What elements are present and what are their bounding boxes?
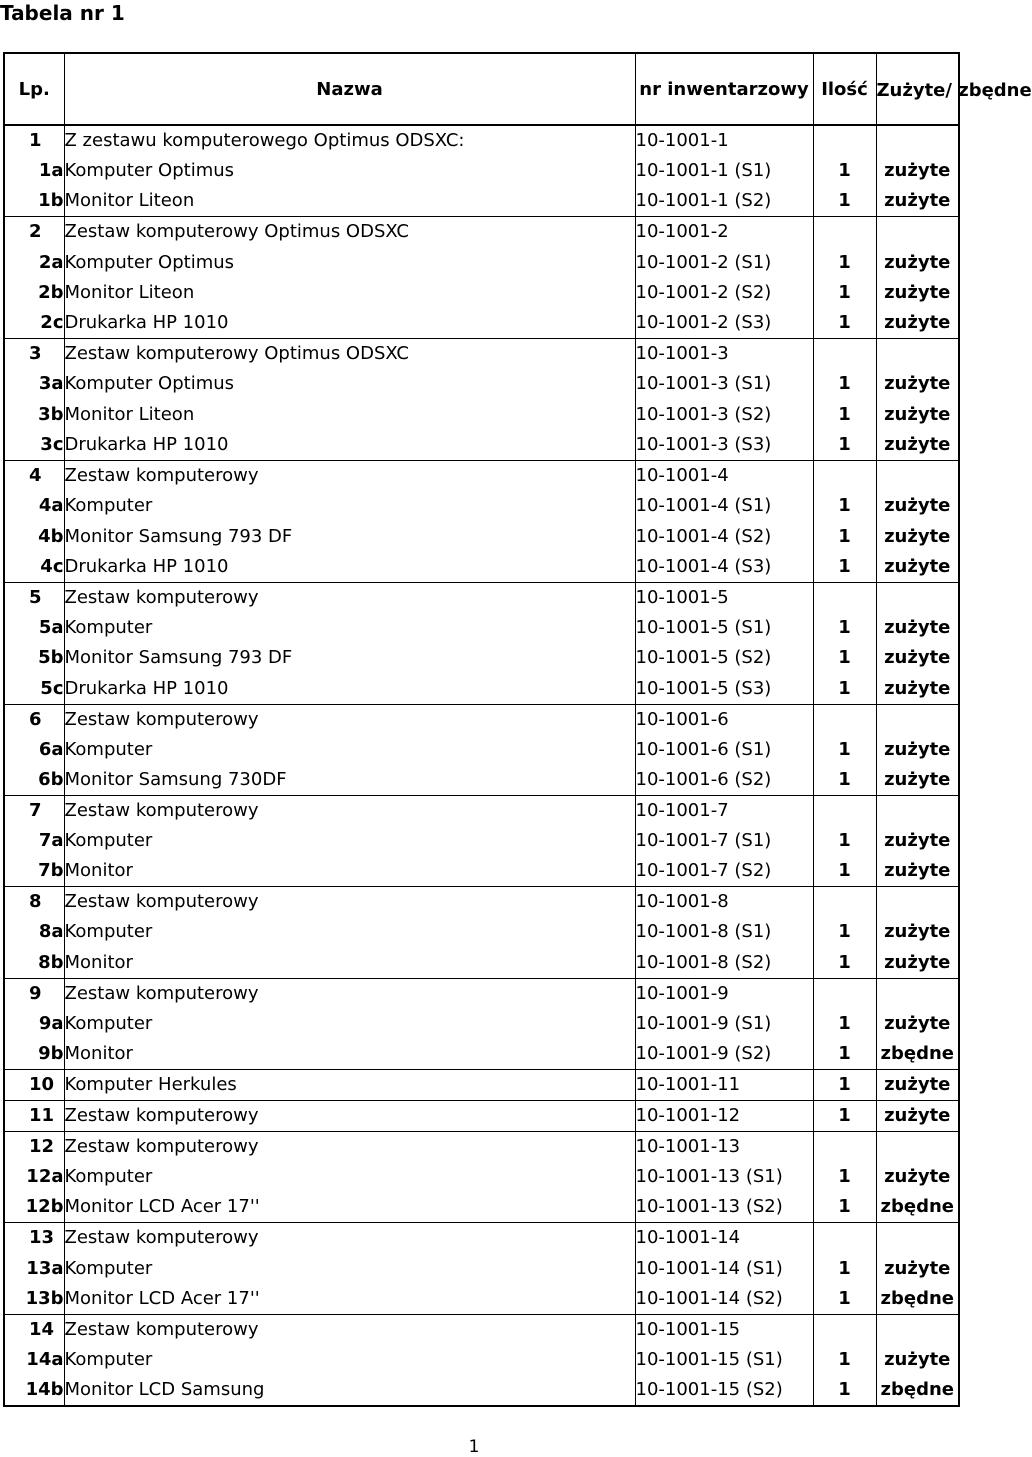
- row-name: Monitor: [64, 856, 635, 887]
- row-qty: 1: [813, 1009, 876, 1039]
- row-inventory-number: 10-1001-6: [635, 704, 813, 735]
- row-lp: 2: [4, 217, 64, 248]
- table-row: [4, 491, 959, 521]
- row-name: Drukarka HP 1010: [64, 430, 635, 461]
- row-status: zużyte: [876, 1162, 959, 1192]
- row-name: Drukarka HP 1010: [64, 674, 635, 705]
- row-status: zużyte: [876, 491, 959, 521]
- row-status: zużyte: [876, 1253, 959, 1283]
- table-row: [4, 369, 959, 399]
- row-status: [876, 978, 959, 1009]
- row-inventory-number: 10-1001-3 (S2): [635, 400, 813, 430]
- table-row: [4, 735, 959, 765]
- row-inventory-number: 10-1001-2 (S2): [635, 278, 813, 308]
- row-qty: [813, 978, 876, 1009]
- row-name: Zestaw komputerowy Optimus ODSXC: [64, 217, 635, 248]
- row-qty: 1: [813, 156, 876, 186]
- row-status: zużyte: [876, 186, 959, 217]
- table-row: [4, 1375, 959, 1406]
- row-lp: 12a: [26, 1166, 64, 1188]
- row-inventory-number: 10-1001-14: [635, 1223, 813, 1254]
- table-row: [4, 521, 959, 551]
- row-status: [876, 1132, 959, 1163]
- row-name: Zestaw komputerowy: [64, 887, 635, 918]
- table-row: [4, 552, 959, 583]
- row-qty: 1: [813, 278, 876, 308]
- row-inventory-number: 10-1001-7 (S1): [635, 826, 813, 856]
- table-row: [4, 613, 959, 643]
- row-status: zużyte: [876, 430, 959, 461]
- table-row: [4, 339, 959, 370]
- row-qty: 1: [813, 1039, 876, 1070]
- table-row: [4, 1345, 959, 1375]
- table-row: [4, 765, 959, 796]
- row-name: Monitor LCD Acer 17'': [64, 1192, 635, 1223]
- table-row: [4, 1039, 959, 1070]
- row-lp: 10: [4, 1070, 64, 1101]
- row-inventory-number: 10-1001-4 (S3): [635, 552, 813, 583]
- row-qty: 1: [813, 917, 876, 947]
- row-name: Komputer: [64, 826, 635, 856]
- row-qty: 1: [813, 826, 876, 856]
- table-row: [4, 704, 959, 735]
- row-status: zużyte: [876, 643, 959, 673]
- row-name: Komputer: [64, 1162, 635, 1192]
- table-row: [4, 308, 959, 339]
- row-status: zużyte: [876, 400, 959, 430]
- row-qty: 1: [813, 1101, 876, 1132]
- row-status: zbędne: [876, 1284, 959, 1315]
- row-status: zużyte: [876, 1070, 959, 1101]
- table-row: [4, 1284, 959, 1315]
- row-lp: 4: [4, 460, 64, 491]
- table-row: [4, 795, 959, 826]
- table-row: [4, 400, 959, 430]
- row-qty: 1: [813, 1284, 876, 1315]
- row-status: zużyte: [876, 856, 959, 887]
- row-name: Monitor LCD Samsung: [64, 1375, 635, 1406]
- row-lp: 7b: [38, 860, 64, 882]
- row-inventory-number: 10-1001-13: [635, 1132, 813, 1163]
- row-lp: 8: [4, 887, 64, 918]
- table-row: [4, 1101, 959, 1132]
- row-inventory-number: 10-1001-15: [635, 1314, 813, 1345]
- column-header-name: Nazwa: [64, 53, 635, 125]
- row-inventory-number: 10-1001-15 (S1): [635, 1345, 813, 1375]
- row-inventory-number: 10-1001-3 (S3): [635, 430, 813, 461]
- row-lp: 3c: [40, 433, 64, 455]
- row-name: Komputer: [64, 917, 635, 947]
- row-qty: 1: [813, 491, 876, 521]
- row-inventory-number: 10-1001-6 (S2): [635, 765, 813, 796]
- row-lp: 12b: [25, 1196, 64, 1218]
- row-lp: 8a: [38, 921, 64, 943]
- row-name: Z zestawu komputerowego Optimus ODSXC:: [64, 125, 635, 156]
- row-inventory-number: 10-1001-13 (S2): [635, 1192, 813, 1223]
- table-row: [4, 186, 959, 217]
- row-qty: 1: [813, 186, 876, 217]
- row-inventory-number: 10-1001-7 (S2): [635, 856, 813, 887]
- row-inventory-number: 10-1001-4: [635, 460, 813, 491]
- table-row: [4, 856, 959, 887]
- row-inventory-number: 10-1001-8 (S1): [635, 917, 813, 947]
- row-qty: [813, 887, 876, 918]
- row-qty: [813, 460, 876, 491]
- table-row: [4, 125, 959, 156]
- row-name: Komputer: [64, 735, 635, 765]
- row-status: zużyte: [876, 765, 959, 796]
- row-status: zużyte: [876, 1101, 959, 1132]
- page-number: 1: [468, 1437, 480, 1457]
- row-inventory-number: 10-1001-13 (S1): [635, 1162, 813, 1192]
- row-lp: 3a: [38, 373, 64, 395]
- table-row: [4, 582, 959, 613]
- row-inventory-number: 10-1001-8 (S2): [635, 948, 813, 979]
- column-header-inventory: nr inwentarzowy: [635, 53, 813, 125]
- row-qty: 1: [813, 1192, 876, 1223]
- row-name: Monitor Liteon: [64, 400, 635, 430]
- table-row: [4, 826, 959, 856]
- table-row: [4, 978, 959, 1009]
- row-name: Monitor LCD Acer 17'': [64, 1284, 635, 1315]
- row-status: zużyte: [876, 613, 959, 643]
- row-name: Drukarka HP 1010: [64, 308, 635, 339]
- row-qty: 1: [813, 674, 876, 705]
- row-name: Monitor Liteon: [64, 278, 635, 308]
- row-lp: 1: [4, 125, 64, 156]
- row-lp: 11: [4, 1101, 64, 1132]
- table-row: [4, 1162, 959, 1192]
- row-status: zużyte: [876, 735, 959, 765]
- row-name: Komputer: [64, 1009, 635, 1039]
- row-qty: 1: [813, 765, 876, 796]
- row-status: [876, 339, 959, 370]
- row-inventory-number: 10-1001-9 (S1): [635, 1009, 813, 1039]
- table-row: [4, 1314, 959, 1345]
- row-lp: 4a: [38, 495, 64, 517]
- column-header-lp: Lp.: [4, 53, 64, 125]
- row-lp: 8b: [38, 951, 64, 973]
- row-name: Monitor Samsung 793 DF: [64, 643, 635, 673]
- table-body: [4, 125, 959, 1406]
- table-row: [4, 278, 959, 308]
- table-row: [4, 917, 959, 947]
- row-qty: 1: [813, 1162, 876, 1192]
- row-inventory-number: 10-1001-3: [635, 339, 813, 370]
- table-row: [4, 1192, 959, 1223]
- row-name: Komputer Optimus: [64, 369, 635, 399]
- row-lp: 9b: [38, 1043, 64, 1065]
- table-row: [4, 1009, 959, 1039]
- row-name: Zestaw komputerowy Optimus ODSXC: [64, 339, 635, 370]
- row-lp: 3: [4, 339, 64, 370]
- table-row: [4, 247, 959, 277]
- row-inventory-number: 10-1001-2 (S1): [635, 247, 813, 277]
- row-inventory-number: 10-1001-3 (S1): [635, 369, 813, 399]
- row-inventory-number: 10-1001-9 (S2): [635, 1039, 813, 1070]
- row-qty: [813, 582, 876, 613]
- row-inventory-number: 10-1001-2 (S3): [635, 308, 813, 339]
- row-name: Komputer: [64, 1253, 635, 1283]
- row-name: Drukarka HP 1010: [64, 552, 635, 583]
- row-status: zużyte: [876, 1009, 959, 1039]
- row-lp: 2b: [38, 281, 64, 303]
- row-qty: 1: [813, 247, 876, 277]
- row-inventory-number: 10-1001-6 (S1): [635, 735, 813, 765]
- row-lp: 7: [4, 795, 64, 826]
- row-name: Monitor: [64, 1039, 635, 1070]
- row-inventory-number: 10-1001-12: [635, 1101, 813, 1132]
- row-qty: 1: [813, 308, 876, 339]
- row-lp: 6: [4, 704, 64, 735]
- page-title: Tabela nr 1: [0, 1, 125, 25]
- row-status: [876, 582, 959, 613]
- row-inventory-number: 10-1001-4 (S1): [635, 491, 813, 521]
- row-name: Zestaw komputerowy: [64, 795, 635, 826]
- table-row: [4, 948, 959, 979]
- row-qty: 1: [813, 856, 876, 887]
- row-status: [876, 887, 959, 918]
- row-qty: 1: [813, 735, 876, 765]
- table-row: [4, 460, 959, 491]
- row-qty: 1: [813, 643, 876, 673]
- row-qty: 1: [813, 1375, 876, 1406]
- row-inventory-number: 10-1001-1: [635, 125, 813, 156]
- row-status: zbędne: [876, 1375, 959, 1406]
- row-status: zużyte: [876, 156, 959, 186]
- table-row: [4, 1070, 959, 1101]
- row-name: Zestaw komputerowy: [64, 1132, 635, 1163]
- row-status: zużyte: [876, 917, 959, 947]
- table-row: [4, 430, 959, 461]
- row-status: [876, 1314, 959, 1345]
- row-qty: [813, 1314, 876, 1345]
- row-inventory-number: 10-1001-5 (S2): [635, 643, 813, 673]
- row-lp: 5b: [38, 647, 64, 669]
- table-row: [4, 887, 959, 918]
- table-row: [4, 156, 959, 186]
- row-qty: 1: [813, 400, 876, 430]
- row-status: zużyte: [876, 247, 959, 277]
- row-qty: 1: [813, 430, 876, 461]
- row-status: zużyte: [876, 552, 959, 583]
- row-lp: 14a: [26, 1349, 64, 1371]
- row-lp: 2c: [40, 312, 64, 334]
- row-status: zużyte: [876, 278, 959, 308]
- row-inventory-number: 10-1001-15 (S2): [635, 1375, 813, 1406]
- row-qty: 1: [813, 1253, 876, 1283]
- row-status: zużyte: [876, 369, 959, 399]
- row-lp: 12: [4, 1132, 64, 1163]
- row-name: Monitor Liteon: [64, 186, 635, 217]
- row-inventory-number: 10-1001-1 (S2): [635, 186, 813, 217]
- row-lp: 2a: [38, 251, 64, 273]
- row-status: zużyte: [876, 826, 959, 856]
- row-inventory-number: 10-1001-2: [635, 217, 813, 248]
- row-qty: [813, 704, 876, 735]
- row-qty: 1: [813, 552, 876, 583]
- row-status: [876, 460, 959, 491]
- row-status: [876, 704, 959, 735]
- row-qty: [813, 1132, 876, 1163]
- row-name: Komputer: [64, 491, 635, 521]
- row-inventory-number: 10-1001-5 (S3): [635, 674, 813, 705]
- row-lp: 1a: [38, 160, 64, 182]
- row-qty: [813, 339, 876, 370]
- row-name: Zestaw komputerowy: [64, 460, 635, 491]
- inventory-table: [3, 52, 1032, 1407]
- row-name: Zestaw komputerowy: [64, 1101, 635, 1132]
- row-name: Komputer: [64, 1345, 635, 1375]
- row-inventory-number: 10-1001-11: [635, 1070, 813, 1101]
- row-inventory-number: 10-1001-5 (S1): [635, 613, 813, 643]
- row-name: Komputer: [64, 613, 635, 643]
- row-lp: 4b: [38, 525, 64, 547]
- row-name: Monitor: [64, 948, 635, 979]
- column-header-qty: Ilość: [813, 53, 876, 125]
- row-status: [876, 795, 959, 826]
- row-lp: 14: [4, 1314, 64, 1345]
- row-inventory-number: 10-1001-14 (S2): [635, 1284, 813, 1315]
- row-status: zużyte: [876, 674, 959, 705]
- row-lp: 3b: [38, 403, 64, 425]
- row-lp: 5: [4, 582, 64, 613]
- row-name: Komputer Herkules: [64, 1070, 635, 1101]
- row-inventory-number: 10-1001-8: [635, 887, 813, 918]
- row-inventory-number: 10-1001-1 (S1): [635, 156, 813, 186]
- column-header-status: Zużyte/ zbędne: [876, 53, 959, 125]
- table-row: [4, 1253, 959, 1283]
- row-lp: 9: [4, 978, 64, 1009]
- row-qty: [813, 125, 876, 156]
- table-row: [4, 217, 959, 248]
- row-inventory-number: 10-1001-7: [635, 795, 813, 826]
- row-inventory-number: 10-1001-4 (S2): [635, 521, 813, 551]
- row-status: zużyte: [876, 1345, 959, 1375]
- row-lp: 5a: [38, 616, 64, 638]
- row-name: Zestaw komputerowy: [64, 1223, 635, 1254]
- row-qty: 1: [813, 613, 876, 643]
- row-name: Komputer Optimus: [64, 247, 635, 277]
- row-qty: [813, 217, 876, 248]
- row-name: Monitor Samsung 793 DF: [64, 521, 635, 551]
- row-lp: 9a: [38, 1012, 64, 1034]
- row-name: Zestaw komputerowy: [64, 1314, 635, 1345]
- row-status: zużyte: [876, 308, 959, 339]
- row-qty: [813, 1223, 876, 1254]
- row-name: Monitor Samsung 730DF: [64, 765, 635, 796]
- table-header-row: [4, 53, 959, 125]
- row-status: zbędne: [876, 1039, 959, 1070]
- table-row: [4, 1223, 959, 1254]
- row-qty: 1: [813, 948, 876, 979]
- row-name: Zestaw komputerowy: [64, 978, 635, 1009]
- table-row: [4, 1132, 959, 1163]
- row-status: zużyte: [876, 948, 959, 979]
- row-qty: 1: [813, 369, 876, 399]
- row-qty: 1: [813, 1345, 876, 1375]
- row-qty: [813, 795, 876, 826]
- row-lp: 6b: [38, 768, 64, 790]
- table-row: [4, 674, 959, 705]
- row-lp: 4c: [40, 555, 64, 577]
- row-status: zużyte: [876, 521, 959, 551]
- row-lp: 13b: [25, 1287, 64, 1309]
- row-lp: 5c: [40, 677, 64, 699]
- row-qty: 1: [813, 1070, 876, 1101]
- row-lp: 7a: [38, 830, 64, 852]
- row-name: Zestaw komputerowy: [64, 704, 635, 735]
- row-status: [876, 217, 959, 248]
- row-inventory-number: 10-1001-5: [635, 582, 813, 613]
- row-lp: 6a: [38, 738, 64, 760]
- row-status: [876, 1223, 959, 1254]
- row-lp: 13a: [26, 1257, 64, 1279]
- row-lp: 1b: [38, 190, 64, 212]
- row-name: Komputer Optimus: [64, 156, 635, 186]
- table-row: [4, 643, 959, 673]
- row-status: zbędne: [876, 1192, 959, 1223]
- row-inventory-number: 10-1001-14 (S1): [635, 1253, 813, 1283]
- row-status: [876, 125, 959, 156]
- row-lp: 13: [4, 1223, 64, 1254]
- row-qty: 1: [813, 521, 876, 551]
- row-name: Zestaw komputerowy: [64, 582, 635, 613]
- row-inventory-number: 10-1001-9: [635, 978, 813, 1009]
- row-lp: 14b: [25, 1379, 64, 1401]
